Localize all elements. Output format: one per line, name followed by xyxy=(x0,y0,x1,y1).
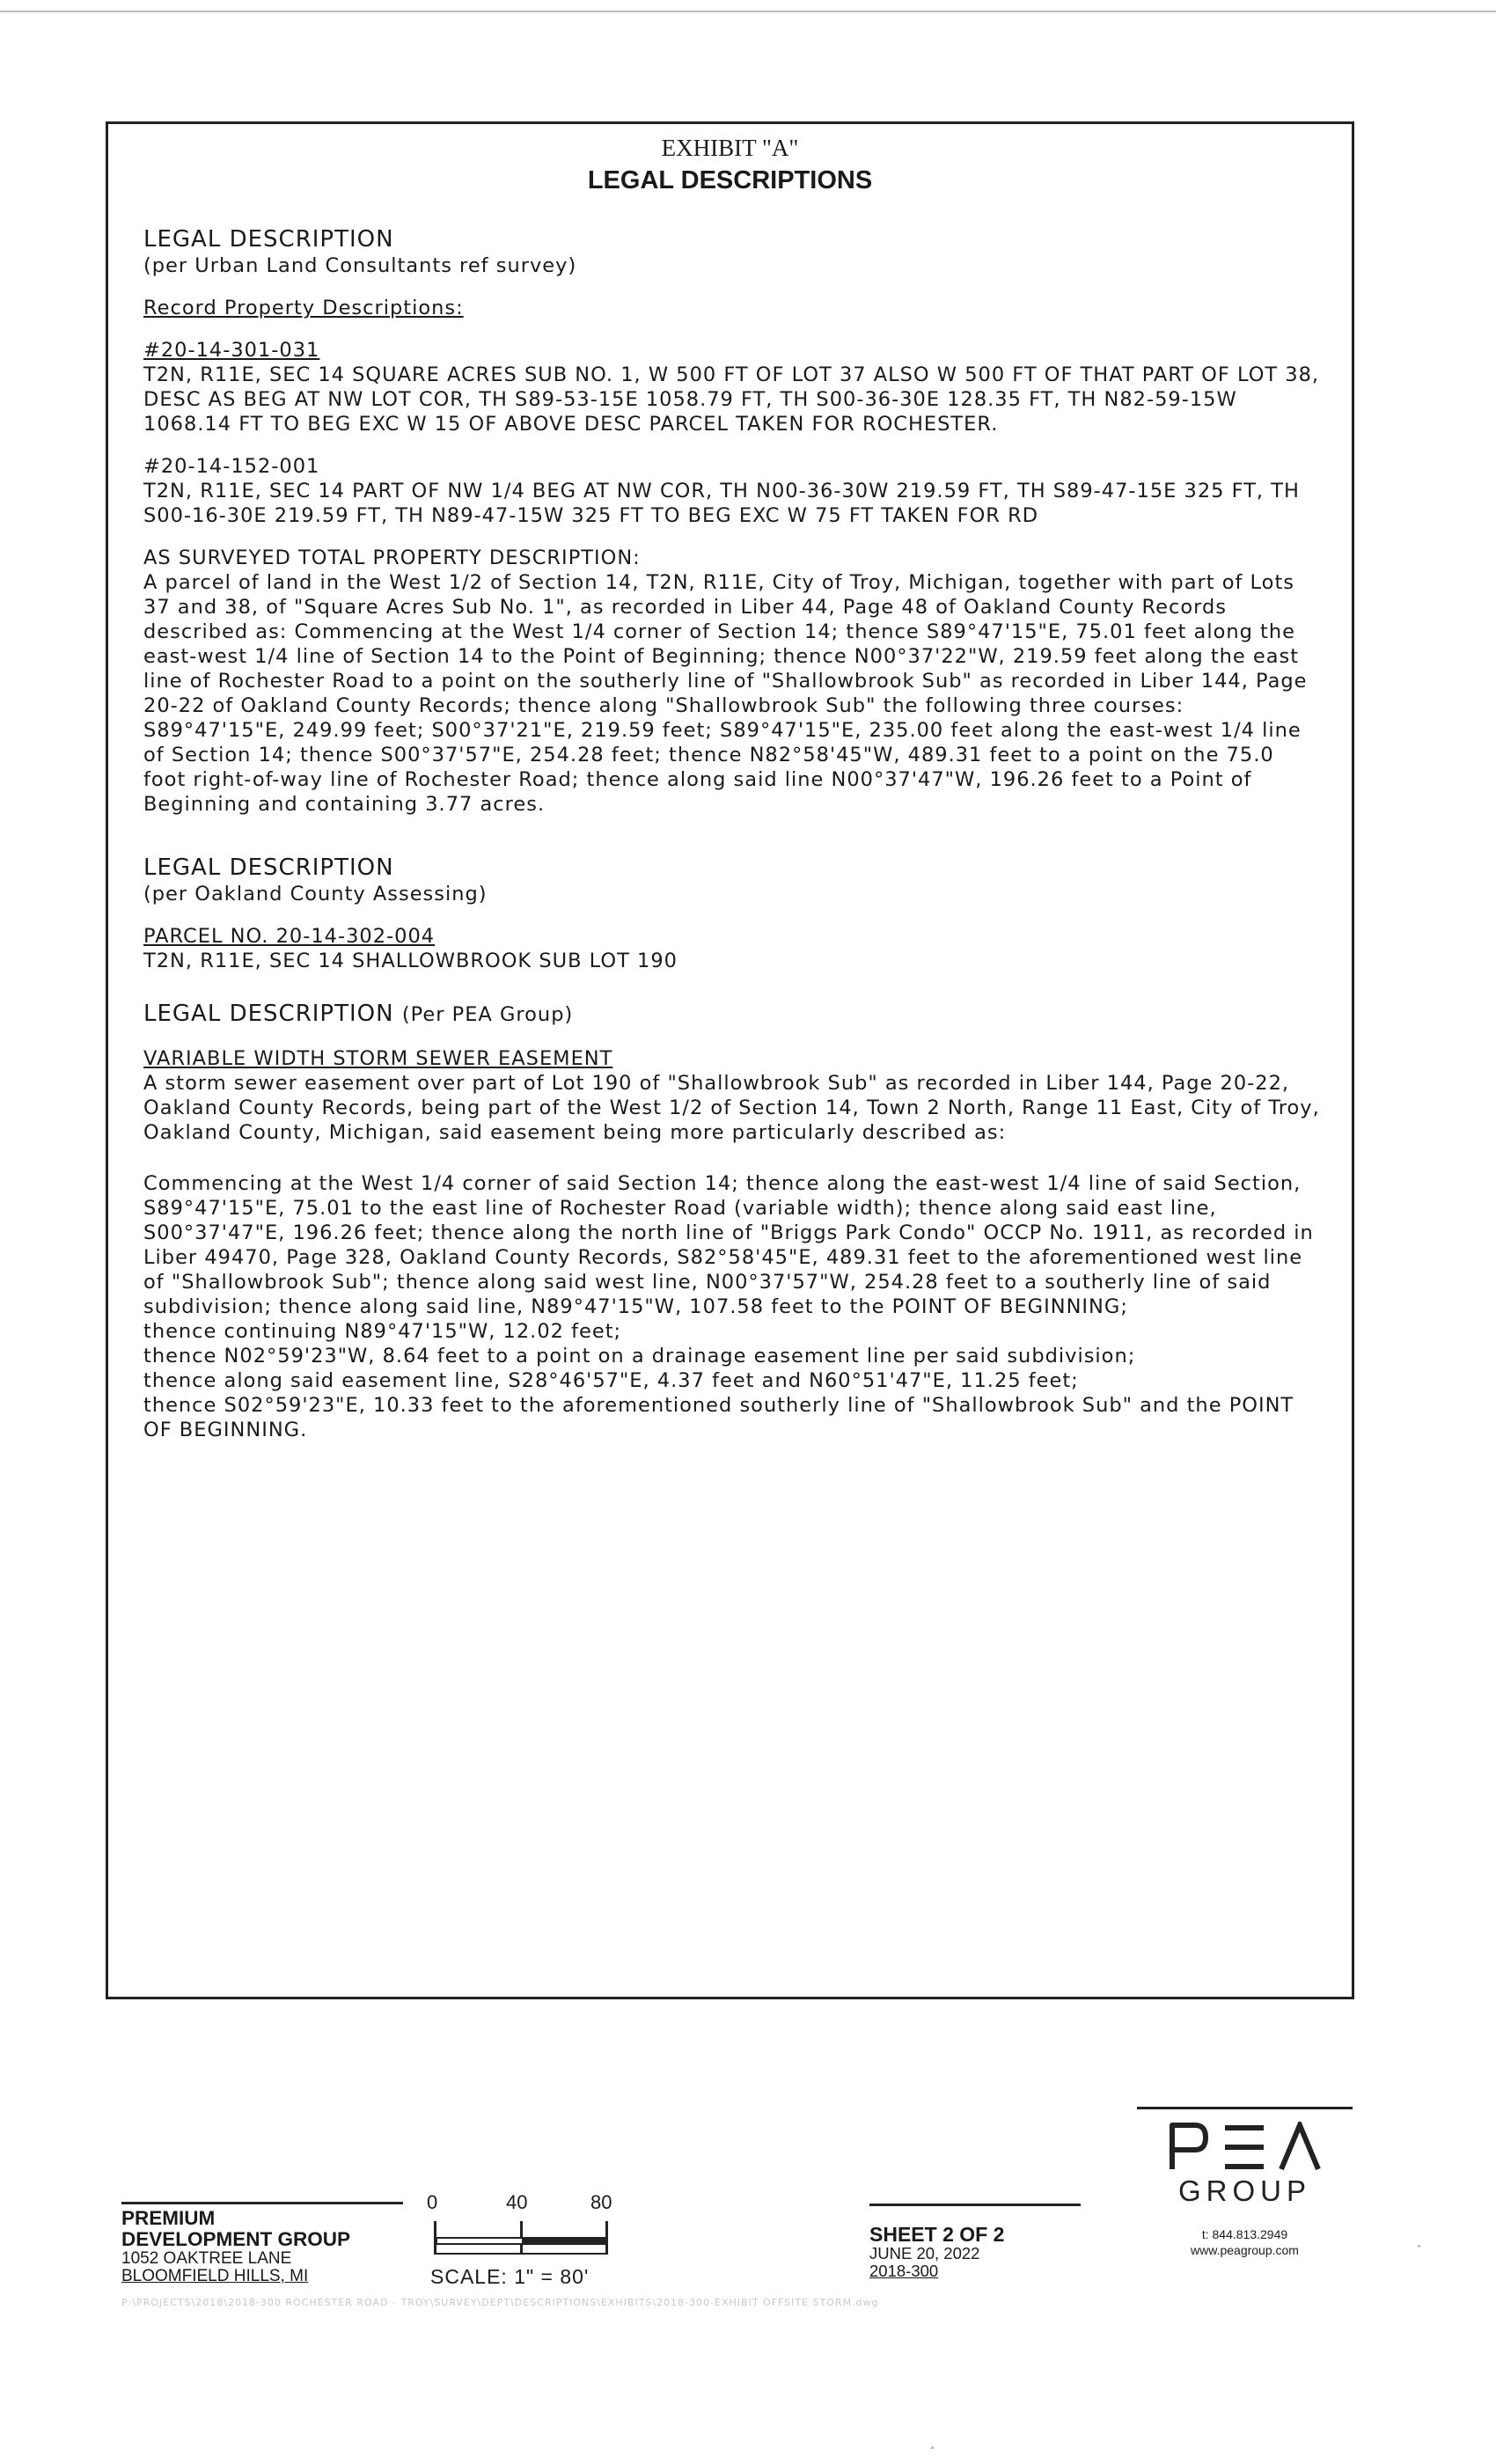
record-descriptions-heading: Record Property Descriptions: xyxy=(143,297,464,319)
scale-tick-label-0: 0 xyxy=(427,2191,438,2213)
client-address-2: BLOOMFIELD HILLS, MI xyxy=(121,2267,309,2285)
section2-heading: LEGAL DESCRIPTION xyxy=(143,854,394,881)
easement-course-4: thence S02°59'23"E, 10.33 feet to the aforementioned southerly line of "Shallowbrook Sub" and the POINT OF BEGINNING. xyxy=(143,1394,1294,1441)
section3-heading-line xyxy=(143,1000,1323,1029)
scan-top-edge xyxy=(0,11,1496,12)
job-number: 2018-300 xyxy=(869,2262,939,2280)
exhibit-frame xyxy=(106,121,1354,1999)
surveyed-text: A parcel of land in the West 1/2 of Section 14, T2N, R11E, City of Troy, Michigan, together with part of Lots 37 and 38, of "Square Acres Sub No. 1", as recorded in Liber 44, Page 48 of Oakland County Records described as: Commencing at the West 1/4 corner of Section 14; thence S89°47'15"E, 75.01 feet along the east-west 1/4 line of Section 14 to the Point of Beginning; thence N00°37'22"W, 219.59 feet along the east line of Rochester Road to a point on the southerly line of "Shallowbrook Sub" as recorded in Liber 144, Page 20-22 of Oakland County Records; thence along "Shallowbrook Sub" the following three courses: S89°47'15"E, 249.99 feet; S00°37'21"E, 219.59 feet; S89°47'15"E, 235.00 feet along the east-west 1/4 line of Section 14; thence S00°37'57"E, 254.28 feet; thence N82°58'45"W, 489.31 feet to a point on the 75.0 foot right-of-way line of Rochester Road; thence along said line N00°37'47"W, 196.26 feet to a Point of Beginning and containing 3.77 acres. xyxy=(143,571,1308,816)
scale-tick-label-40: 40 xyxy=(506,2191,528,2213)
sheet-number: SHEET 2 OF 2 xyxy=(869,2223,1005,2246)
surveyed-heading: AS SURVEYED TOTAL PROPERTY DESCRIPTION: xyxy=(143,546,641,569)
scale-tick-label-80: 80 xyxy=(590,2191,612,2213)
client-rule xyxy=(121,2202,403,2204)
scale-bar xyxy=(427,2191,629,2288)
section1-subheading: (per Urban Land Consultants ref survey) xyxy=(143,254,577,277)
client-address-1: 1052 OAKTREE LANE xyxy=(121,2249,292,2268)
scan-speck xyxy=(931,2446,934,2449)
company-phone: t: 844.813.2949 xyxy=(1201,2227,1288,2241)
file-path-footer: P:\PROJECTS\2018\2018-300 ROCHESTER ROAD - TROY\SURVEY\DEPT\DESCRIPTIONS\EXHIBITS\2018-300-EXHIBIT OFFSITE STORM.dwg xyxy=(121,2297,879,2308)
parcel2-text: T2N, R11E, SEC 14 PART OF NW 1/4 BEG AT NW COR, TH N00-36-30W 219.59 FT, TH S89-47-15E 325 FT, TH S00-16-30E 219.59 FT, TH N89-47-15W 325 FT TO BEG EXC W 75 FT TAKEN FOR RD xyxy=(143,480,1300,527)
client-name-2: DEVELOPMENT GROUP xyxy=(121,2228,351,2250)
legal-descriptions-body xyxy=(143,225,1323,1442)
scale-baseline xyxy=(436,2253,608,2255)
scale-bar-white-segment xyxy=(436,2237,524,2245)
parcel2-id: #20-14-152-001 xyxy=(143,455,320,478)
scan-mark: · xyxy=(1417,2238,1422,2255)
parcel1-id: #20-14-301-031 xyxy=(143,339,320,362)
company-logo-block xyxy=(1137,2107,1353,2257)
section3-heading: LEGAL DESCRIPTION xyxy=(143,1001,394,1027)
logo-rule xyxy=(1137,2107,1353,2109)
scale-label: SCALE: 1" = 80' xyxy=(430,2265,590,2288)
scale-bar-black-segment xyxy=(522,2237,606,2245)
section1-heading: LEGAL DESCRIPTION xyxy=(143,226,394,253)
sheet-info-block xyxy=(869,2204,1081,2280)
client-name-1: PREMIUM xyxy=(121,2207,216,2229)
company-group-word: GROUP xyxy=(1177,2174,1311,2207)
easement-body: Commencing at the West 1/4 corner of said Section 14; thence along the east-west 1/4 line of said Section, S89°47'15"E, 75.01 to the east line of Rochester Road (variable width); thence along said east line, S00°37'47"E, 196.26 feet; thence along the north line of "Briggs Park Condo" OCCP No. 1911, as recorded in Liber 49470, Page 328, Oakland County Records, S82°58'45"E, 489.31 feet to the aforementioned west line of "Shallowbrook Sub"; thence along said west line, N00°37'57"W, 254.28 feet to a southerly line of said subdivision; thence along said line, N89°47'15"W, 107.58 feet to the POINT OF BEGINNING; xyxy=(143,1172,1314,1318)
easement-course-3: thence along said easement line, S28°46'57"E, 4.37 feet and N60°51'47"E, 11.25 feet; xyxy=(143,1369,1079,1392)
pea-logo-icon xyxy=(1162,2122,1329,2171)
sheet-rule xyxy=(869,2204,1081,2206)
section2-subheading: (per Oakland County Assessing) xyxy=(143,883,488,906)
company-website: www.peagroup.com xyxy=(1191,2243,1299,2257)
easement-intro: A storm sewer easement over part of Lot 190 of "Shallowbrook Sub" as recorded in Liber 144, Page 20-22, Oakland County Records, being part of the West 1/2 of Section 14, Town 2 North, Range 11 East, City of Troy, Oakland County, Michigan, said easement being more particularly described as: xyxy=(143,1072,1320,1144)
parcel1-text: T2N, R11E, SEC 14 SQUARE ACRES SUB NO. 1, W 500 FT OF LOT 37 ALSO W 500 FT OF THAT PART OF LOT 38, DESC AS BEG AT NW LOT COR, TH S89-53-15E 1058.79 FT, TH S00-36-30E 128.35 FT, TH N82-59-15W 1068.14 FT TO BEG EXC W 15 OF ABOVE DESC PARCEL TAKEN FOR ROCHESTER. xyxy=(143,363,1320,436)
parcel3-id: PARCEL NO. 20-14-302-004 xyxy=(143,925,436,948)
client-block xyxy=(121,2202,403,2285)
easement-course-2: thence N02°59'23"W, 8.64 feet to a point on a drainage easement line per said subdivision; xyxy=(143,1345,1136,1368)
parcel3-text: T2N, R11E, SEC 14 SHALLOWBROOK SUB LOT 190 xyxy=(143,950,678,972)
exhibit-label: EXHIBIT "A" xyxy=(661,135,799,161)
page-title: LEGAL DESCRIPTIONS xyxy=(587,166,873,194)
easement-heading: VARIABLE WIDTH STORM SEWER EASEMENT xyxy=(143,1047,613,1070)
section3-heading-suffix: (Per PEA Group) xyxy=(401,1003,574,1026)
sheet-date: JUNE 20, 2022 xyxy=(869,2244,980,2262)
easement-course-1: thence continuing N89°47'15"W, 12.02 feet; xyxy=(143,1320,622,1343)
